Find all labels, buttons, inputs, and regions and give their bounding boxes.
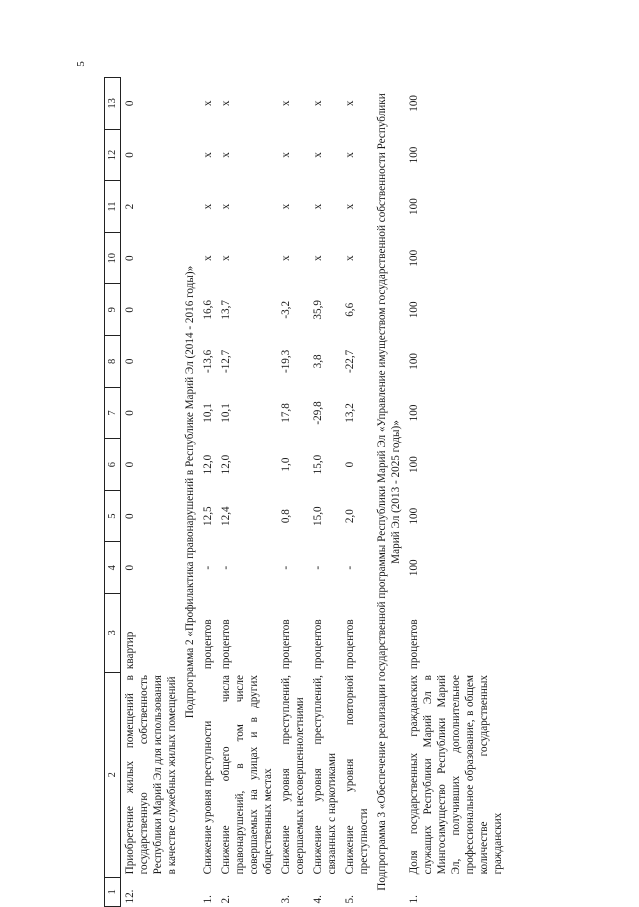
unit: процентов xyxy=(408,619,421,670)
value-cell: x xyxy=(220,255,233,261)
table-row xyxy=(341,78,373,907)
value-cell: -12,7 xyxy=(220,349,233,374)
row-number: 12. xyxy=(124,889,137,904)
value-cell: 0,8 xyxy=(280,509,293,524)
unit: процентов xyxy=(220,619,233,670)
value-cell: x xyxy=(312,203,325,210)
table-row xyxy=(277,78,309,907)
row-number: 3. xyxy=(280,895,293,904)
value-cell: x xyxy=(344,100,357,107)
value-cell: 12,5 xyxy=(202,506,215,526)
column-number-row xyxy=(105,78,121,907)
value-cell: x xyxy=(312,255,325,261)
value-cell: x xyxy=(280,100,293,107)
indicator-name: Снижение общего числа правонарушений, в том числе совершаемых на улицах и в других общественных местах xyxy=(220,675,275,875)
value-cell: 3,8 xyxy=(312,354,325,369)
subprogram-title: Подпрограмма 2 «Профилактика правонарушений в Республике Марий Эл (2014 - 2016 годы)» xyxy=(184,265,197,719)
value-cell: x xyxy=(344,255,357,261)
column-header: 5 xyxy=(105,490,121,542)
value-cell: x xyxy=(220,152,233,158)
value-cell: x xyxy=(344,152,357,158)
value-cell: x xyxy=(202,100,215,107)
row-number: 4. xyxy=(312,895,325,904)
value-cell: x xyxy=(202,152,215,158)
value-cell: 2 xyxy=(124,203,137,210)
column-header: 1 xyxy=(105,877,121,906)
value-cell: x xyxy=(220,203,233,210)
value-cell: x xyxy=(202,255,215,261)
unit: процентов xyxy=(344,619,357,670)
indicator-name: Снижение уровня преступлений, связанных с наркотиками xyxy=(312,675,339,875)
value-cell: 10,1 xyxy=(202,403,215,423)
value-cell: -29,8 xyxy=(312,401,325,425)
row-number: 5. xyxy=(344,895,357,904)
unit: процентов xyxy=(280,619,293,670)
value-cell: 13,2 xyxy=(344,403,357,423)
value-cell: 100 xyxy=(408,249,421,267)
value-cell: 15,0 xyxy=(312,506,325,526)
value-cell: x xyxy=(312,100,325,107)
column-header: 10 xyxy=(105,232,121,284)
value-cell: 100 xyxy=(408,507,421,525)
value-cell: 0 xyxy=(124,306,137,313)
page-number: 5 xyxy=(74,61,87,67)
indicator-name: Приобретение жилых помещений в государственную собственность Республики Марий Эл для использования в качестве служебных жилых помещений xyxy=(124,675,179,875)
row-number: 2. xyxy=(220,895,233,904)
unit: квартир xyxy=(124,631,137,670)
value-cell: - xyxy=(220,565,233,570)
value-cell: -19,3 xyxy=(280,349,293,374)
value-cell: - xyxy=(202,565,215,570)
column-header: 13 xyxy=(105,78,121,130)
value-cell: 100 xyxy=(408,198,421,215)
table-row xyxy=(405,78,507,907)
subprogram-header xyxy=(373,78,405,907)
value-cell: - xyxy=(280,565,293,570)
column-header: 2 xyxy=(105,672,121,877)
indicator-name: Снижение уровня повторной преступности xyxy=(344,675,371,875)
value-cell: 100 xyxy=(408,559,421,577)
value-cell: 13,7 xyxy=(220,300,233,320)
value-cell: 12,4 xyxy=(220,506,233,526)
value-cell: 0 xyxy=(124,410,137,416)
value-cell: 12,0 xyxy=(220,454,233,475)
indicators-table xyxy=(104,77,507,907)
subprogram-title: Подпрограмма 3 «Обеспечение реализации государственной программы Республики Марий Эл «Управление имуществом государственной собственности Республики Марий Эл (2013 - 2025 годы)» xyxy=(376,93,403,891)
value-cell: 0 xyxy=(124,358,137,365)
column-header: 8 xyxy=(105,336,121,388)
column-header: 3 xyxy=(105,594,121,673)
value-cell: 10,1 xyxy=(220,403,233,423)
value-cell: - xyxy=(344,565,357,570)
table-row xyxy=(121,78,182,907)
value-cell: 100 xyxy=(408,352,421,370)
value-cell: x xyxy=(280,255,293,261)
value-cell: 0 xyxy=(344,461,357,468)
unit: процентов xyxy=(202,619,215,670)
value-cell: 100 xyxy=(408,301,421,319)
value-cell: 2,0 xyxy=(344,509,357,524)
value-cell: -3,2 xyxy=(280,300,293,319)
column-header: 7 xyxy=(105,387,121,439)
indicator-name: Снижение уровня преступлений, совершаемых несовершеннолетними xyxy=(280,675,307,875)
value-cell: 1,0 xyxy=(280,457,293,472)
value-cell: 0 xyxy=(124,152,137,158)
value-cell: 17,8 xyxy=(280,403,293,423)
value-cell: x xyxy=(280,203,293,210)
value-cell: 0 xyxy=(124,513,137,519)
value-cell: -22,7 xyxy=(344,349,357,374)
value-cell: 100 xyxy=(408,94,421,112)
column-header: 11 xyxy=(105,181,121,233)
value-cell: 16,6 xyxy=(202,300,215,320)
value-cell: -13,6 xyxy=(202,349,215,374)
value-cell: 35,9 xyxy=(312,300,325,320)
value-cell: - xyxy=(312,565,325,570)
table-row xyxy=(217,78,277,907)
column-header: 9 xyxy=(105,284,121,336)
indicator-name: Снижение уровня преступности xyxy=(202,720,215,875)
value-cell: 12,0 xyxy=(202,454,215,475)
value-cell: x xyxy=(202,203,215,210)
column-header: 6 xyxy=(105,439,121,491)
value-cell: 100 xyxy=(408,146,421,164)
value-cell: 0 xyxy=(124,255,137,261)
value-cell: x xyxy=(312,152,325,158)
value-cell: x xyxy=(344,203,357,210)
table-row xyxy=(309,78,341,907)
value-cell: x xyxy=(220,100,233,107)
indicator-name: Доля государственных гражданских служащих Республики Марий Эл в Мингосимущество Республики Марий Эл, получивших дополнительное профессиональное образование, в общем количестве государственных гражданских xyxy=(408,675,505,875)
row-number: 1. xyxy=(408,895,421,904)
subprogram-header xyxy=(181,78,199,907)
value-cell: x xyxy=(280,152,293,158)
table-row xyxy=(199,78,217,907)
value-cell: 6,6 xyxy=(344,302,357,317)
value-cell: 0 xyxy=(124,461,137,468)
value-cell: 100 xyxy=(408,404,421,422)
value-cell: 100 xyxy=(408,456,421,473)
value-cell: 15,0 xyxy=(312,454,325,475)
column-header: 12 xyxy=(105,129,121,181)
rotated-table-container xyxy=(104,77,634,907)
value-cell: 0 xyxy=(124,564,137,571)
column-header: 4 xyxy=(105,542,121,594)
value-cell: 0 xyxy=(124,100,137,107)
row-number: 1. xyxy=(202,895,215,904)
unit: процентов xyxy=(312,619,325,670)
